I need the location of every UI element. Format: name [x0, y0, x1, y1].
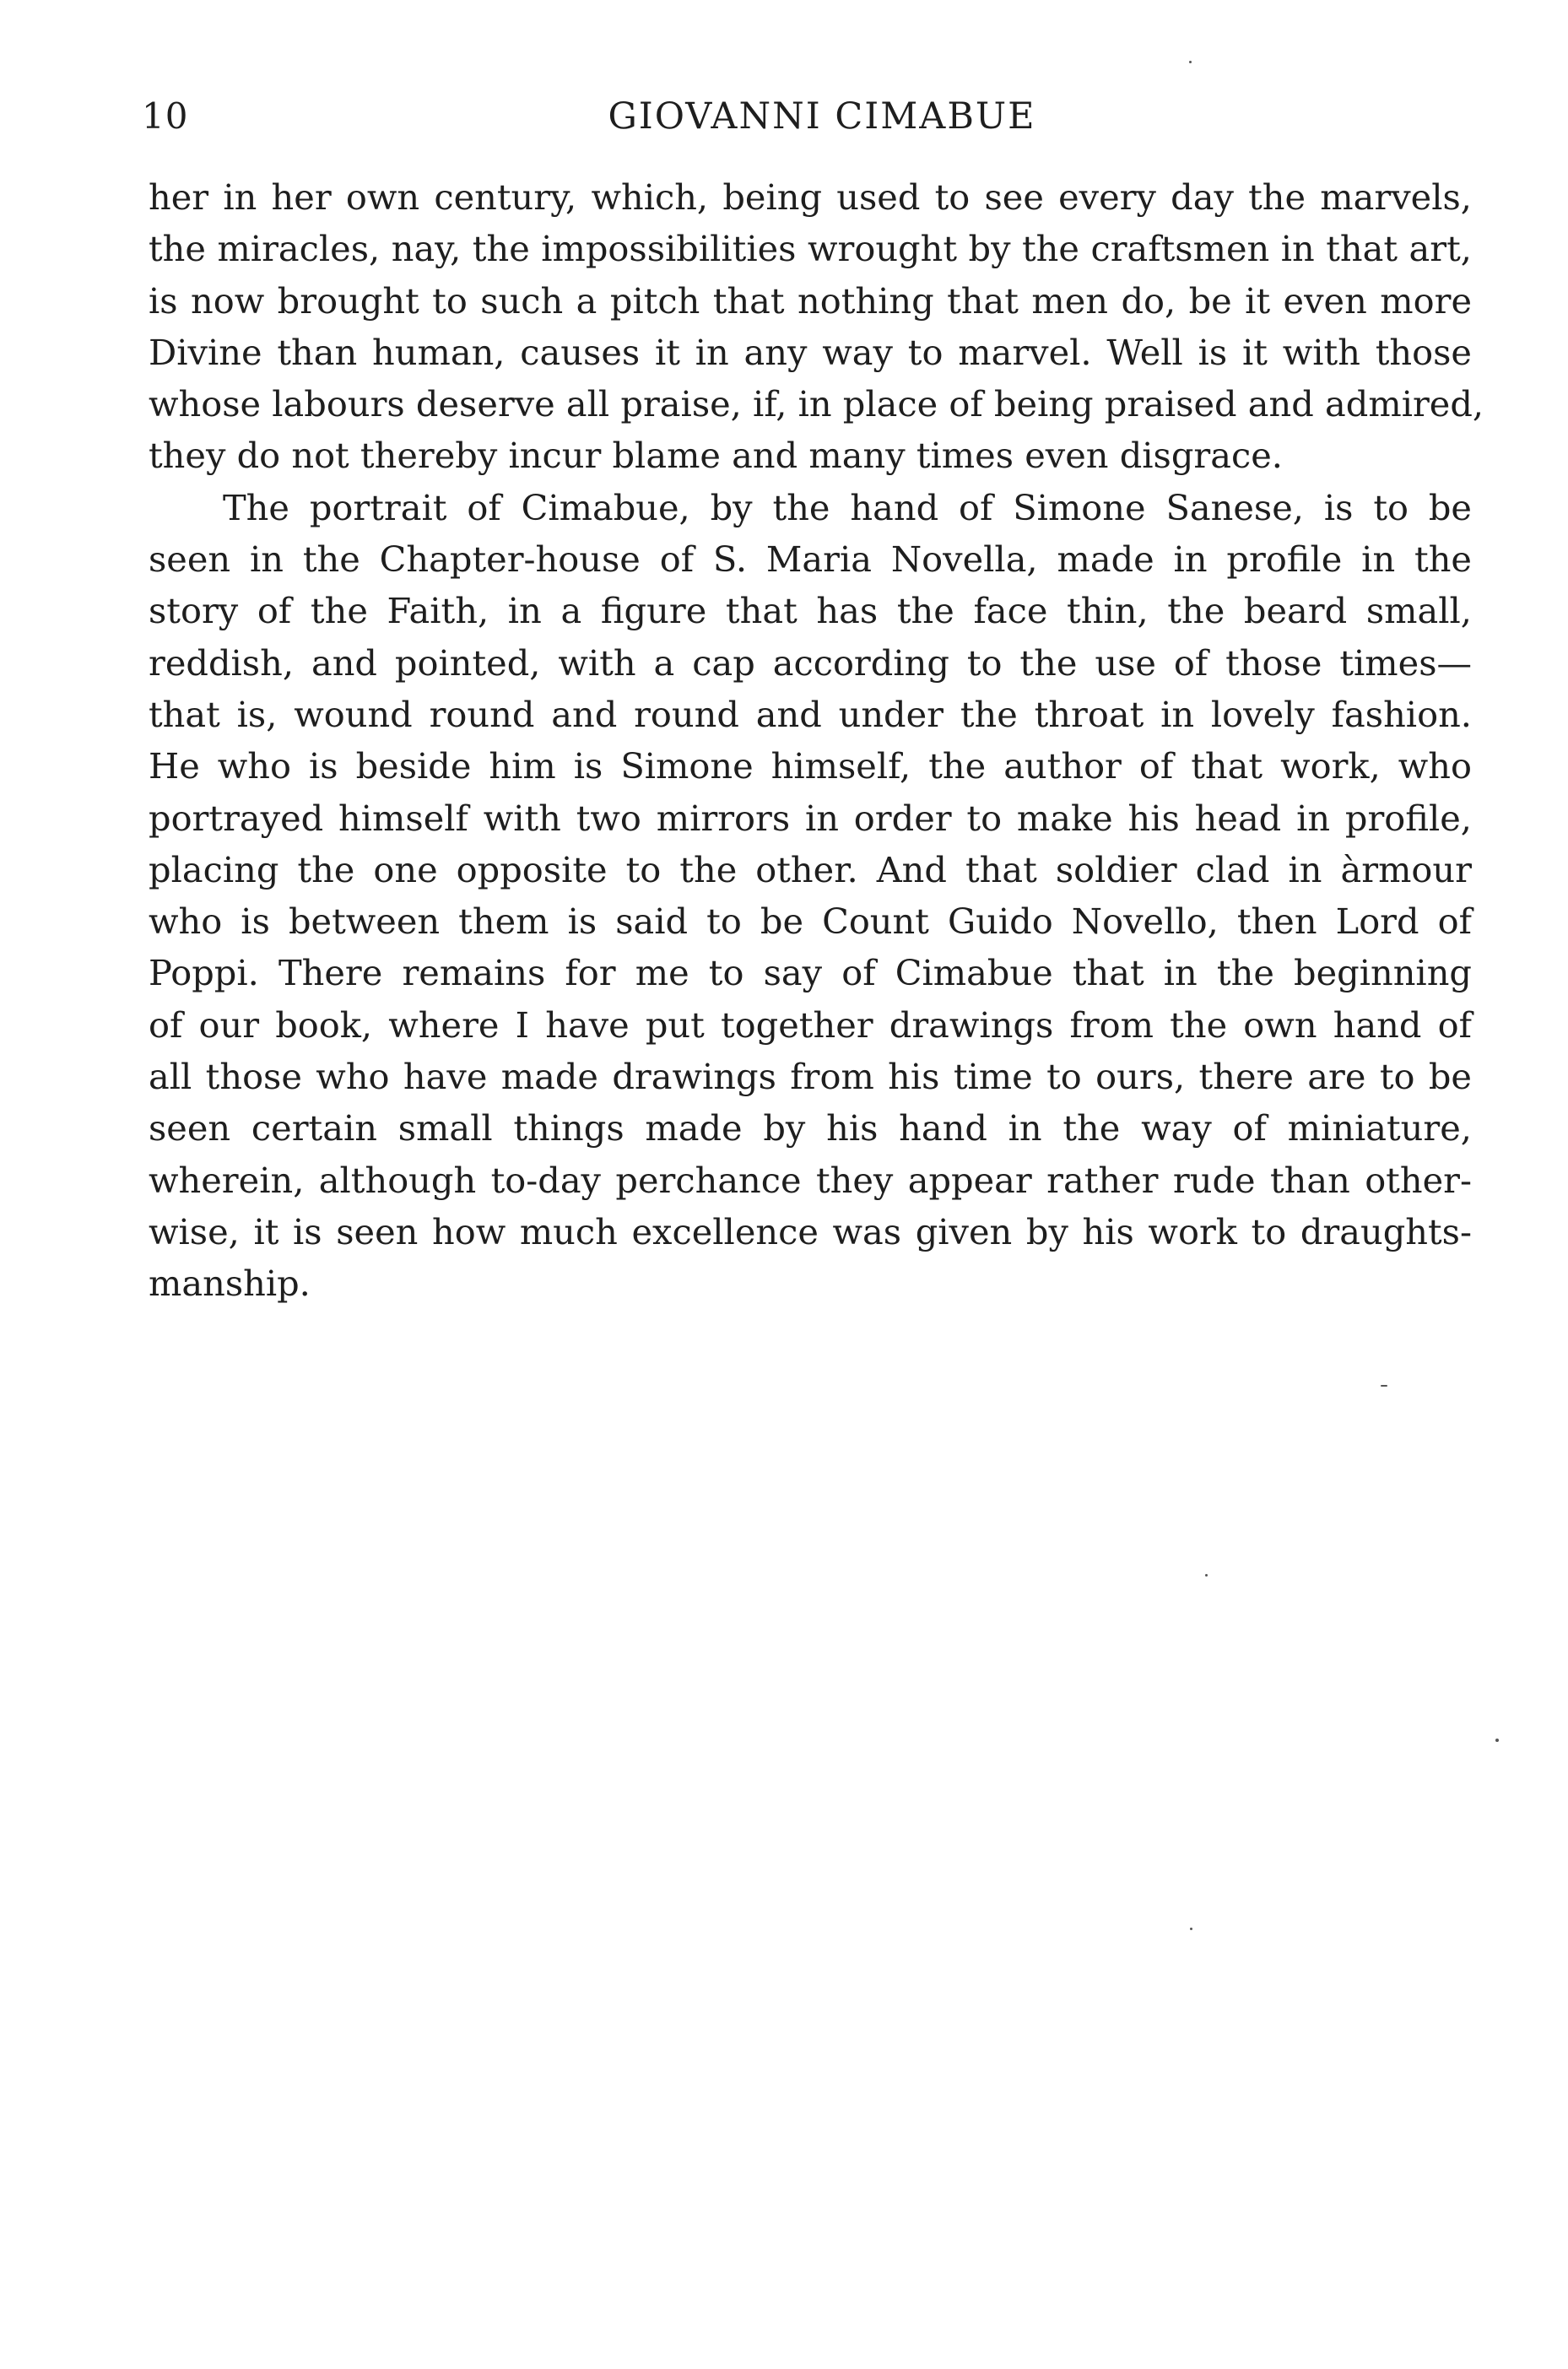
text-line: who is between them is said to be Count Guido Novello, then Lord of: [149, 901, 1472, 943]
text-line: He who is beside him is Simone himself, the author of that work, who: [149, 745, 1472, 787]
text-line: seen in the Chapter-house of S. Maria Novella, made in profile in the: [149, 538, 1472, 581]
text-line: wise, it is seen how much excellence was given by his work to draughts-: [149, 1210, 1472, 1252]
page-header: [142, 91, 1468, 142]
text-line: wherein, although to-day perchance they appear rather rude than other-: [149, 1159, 1472, 1201]
print-speck: [1190, 1928, 1192, 1930]
page-number: 10: [142, 95, 189, 137]
text-line: placing the one opposite to the other. And that soldier clad in àrmour: [149, 848, 1472, 890]
text-line: The portrait of Cimabue, by the hand of Simone Sanese, is to be: [223, 486, 1472, 528]
text-line: all those who have made drawings from his time to ours, there are to be: [149, 1056, 1472, 1098]
paragraph-1: [149, 171, 1484, 482]
print-speck: [1205, 1574, 1208, 1577]
body-text: [149, 171, 1484, 1310]
text-line: is now brought to such a pitch that nothing that men do, be it even more: [149, 279, 1472, 322]
print-speck: [1495, 1739, 1499, 1742]
text-line: story of the Faith, in a figure that has the face thin, the beard small,: [149, 590, 1472, 632]
text-line: they do not thereby incur blame and many times even disgrace.: [149, 435, 1283, 477]
text-line: reddish, and pointed, with a cap according to the use of those times—: [149, 641, 1472, 684]
text-line: that is, wound round and round and under the throat in lovely fashion.: [149, 693, 1472, 735]
text-line: her in her own century, which, being used to see every day the marvels,: [149, 176, 1472, 218]
text-line: seen certain small things made by his hand in the way of miniature,: [149, 1107, 1472, 1149]
text-line: Divine than human, causes it in any way to marvel. Well is it with those: [149, 331, 1472, 373]
print-speck: [1381, 1385, 1387, 1387]
text-line: whose labours deserve all praise, if, in place of being praised and admired,: [149, 383, 1484, 425]
text-line: the miracles, nay, the impossibilities wrought by the craftsmen in that art,: [149, 228, 1472, 270]
running-title: GIOVANNI CIMABUE: [608, 95, 1036, 138]
paragraph-2: [149, 482, 1472, 1310]
print-speck: [1189, 61, 1192, 63]
text-line: Poppi. There remains for me to say of Cimabue that in the beginning: [149, 952, 1472, 994]
text-line: of our book, where I have put together drawings from the own hand of: [149, 1003, 1472, 1046]
text-line: portrayed himself with two mirrors in order to make his head in profile,: [149, 797, 1472, 839]
text-line: manship.: [149, 1263, 311, 1305]
